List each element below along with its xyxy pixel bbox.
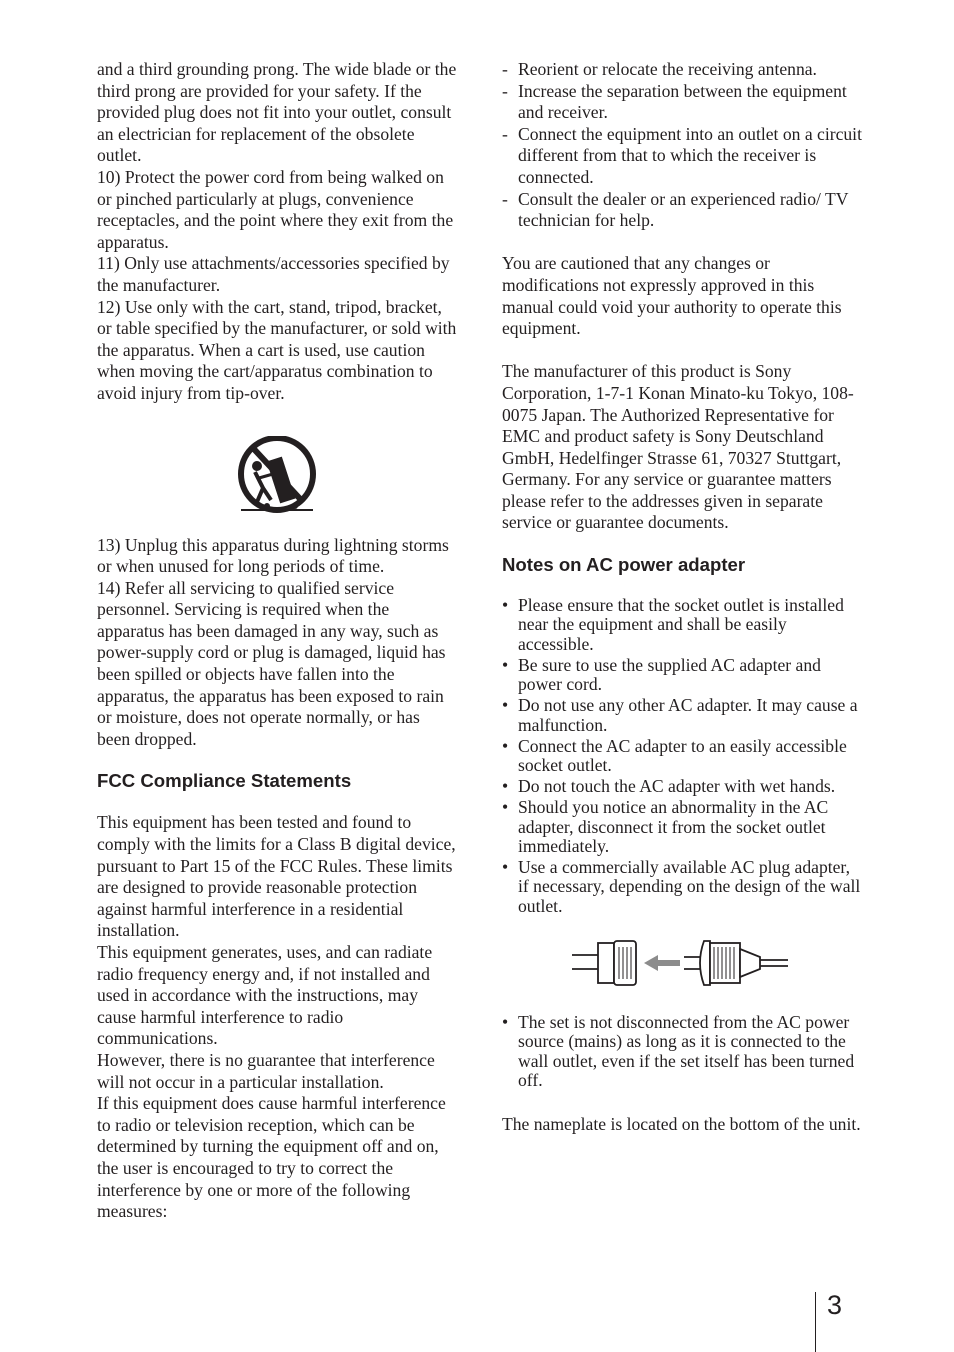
right-column — [502, 59, 864, 1135]
ac-adapter-heading: Notes on AC power adapter — [502, 554, 746, 576]
cart-warning-figure — [97, 436, 457, 516]
list-item: - Increase the separation between the equipment and receiver. — [502, 81, 864, 124]
fcc-paragraph-1: This equipment has been tested and found to comply with the limits for a Class B digital device, pursuant to Part 15 of the FCC Rules. These limits are designed to provide reasonable protection against harmful interference in a residential installation. — [97, 812, 456, 941]
list-item: - Reorient or relocate the receiving antenna. — [502, 59, 864, 81]
paragraph-item-13: 13) Unplug this apparatus during lightning storms or when unused for long periods of time. — [97, 534, 449, 577]
disconnect-list — [502, 1013, 864, 1091]
nameplate-paragraph: The nameplate is located on the bottom of the unit. — [502, 1113, 861, 1134]
cart-tip-over-warning-icon — [237, 436, 317, 516]
caution-paragraph: You are cautioned that any changes or modifications not expressly approved in this manual could void your authority to operate this equipment. — [502, 253, 842, 339]
fcc-measures-list — [502, 59, 864, 232]
left-column — [97, 59, 457, 1223]
plug-adapter-figure — [502, 935, 864, 995]
paragraph-item-14: 14) Refer all servicing to qualified service personnel. Servicing is required when the apparatus has been damaged in any way, such as power-supply cord or plug is damaged, liquid has been spilled or objects have fallen into the apparatus, the apparatus has been exposed to rain or moisture, does not operate normally, or has been dropped. — [97, 577, 446, 749]
fcc-paragraph-3: However, there is no guarantee that interference will not occur in a particular installation. — [97, 1049, 435, 1092]
list-item: - Consult the dealer or an experienced radio/ TV technician for help. — [502, 189, 864, 232]
list-item: • The set is not disconnected from the AC power source (mains) as long as it is connected to the wall outlet, even if the set itself has been turned off. — [502, 1013, 864, 1091]
fcc-paragraph-2: This equipment generates, uses, and can radiate radio frequency energy and, if not installed and used in accordance with the instructions, may cause harmful interference to radio communications. — [97, 942, 433, 1049]
fcc-heading: FCC Compliance Statements — [97, 770, 352, 792]
ac-notes-list — [502, 596, 864, 916]
paragraph-item-10: 10) Protect the power cord from being walked on or pinched particularly at plugs, convenience receptacles, and the point where they exit from the apparatus. — [97, 166, 454, 252]
list-item: • Do not touch the AC adapter with wet hands. — [502, 777, 864, 796]
page-number-divider — [815, 1290, 843, 1352]
list-item: • Be sure to use the supplied AC adapter and power cord. — [502, 656, 864, 695]
plug-adapter-illustration — [568, 935, 792, 989]
list-item: • Connect the AC adapter to an easily accessible socket outlet. — [502, 737, 864, 776]
list-item: • Should you notice an abnormality in the AC adapter, disconnect it from the socket outlet immediately. — [502, 798, 864, 856]
fcc-paragraph-4: If this equipment does cause harmful interference to radio or television reception, which can be determined by turning the equipment off and on, the user is encouraged to try to correct the interference by one or more of the following measures: — [97, 1093, 446, 1222]
page-number: 3 — [827, 1290, 843, 1320]
list-item: • Please ensure that the socket outlet is installed near the equipment and shall be easily accessible. — [502, 596, 864, 654]
list-item: • Use a commercially available AC plug adapter, if necessary, depending on the design of the wall outlet. — [502, 858, 864, 916]
paragraph-item-12: 12) Use only with the cart, stand, tripod, bracket, or table specified by the manufacturer, or sold with the apparatus. When a cart is used, use caution when moving the cart/apparatus combination to avoid injury from tip-over. — [97, 296, 457, 403]
list-item: - Connect the equipment into an outlet on a circuit different from that to which the receiver is connected. — [502, 124, 864, 189]
paragraph-grounding: and a third grounding prong. The wide blade or the third prong are provided for your safety. If the provided plug does not fit into your outlet, consult an electrician for replacement of the obsolete outlet. — [97, 59, 457, 166]
paragraph-item-11: 11) Only use attachments/accessories specified by the manufacturer. — [97, 253, 450, 295]
manufacturer-paragraph: The manufacturer of this product is Sony Corporation, 1-7-1 Konan Minato-ku Tokyo, 108-0075 Japan. The Authorized Representative for EMC and product safety is Sony Deutschland GmbH, Hedelfinger Strasse 61, 70327 Stuttgart, Germany. For any service or guarantee matters please refer to the addresses given in separate service or guarantee documents. — [502, 361, 854, 533]
list-item: • Do not use any other AC adapter. It may cause a malfunction. — [502, 696, 864, 735]
